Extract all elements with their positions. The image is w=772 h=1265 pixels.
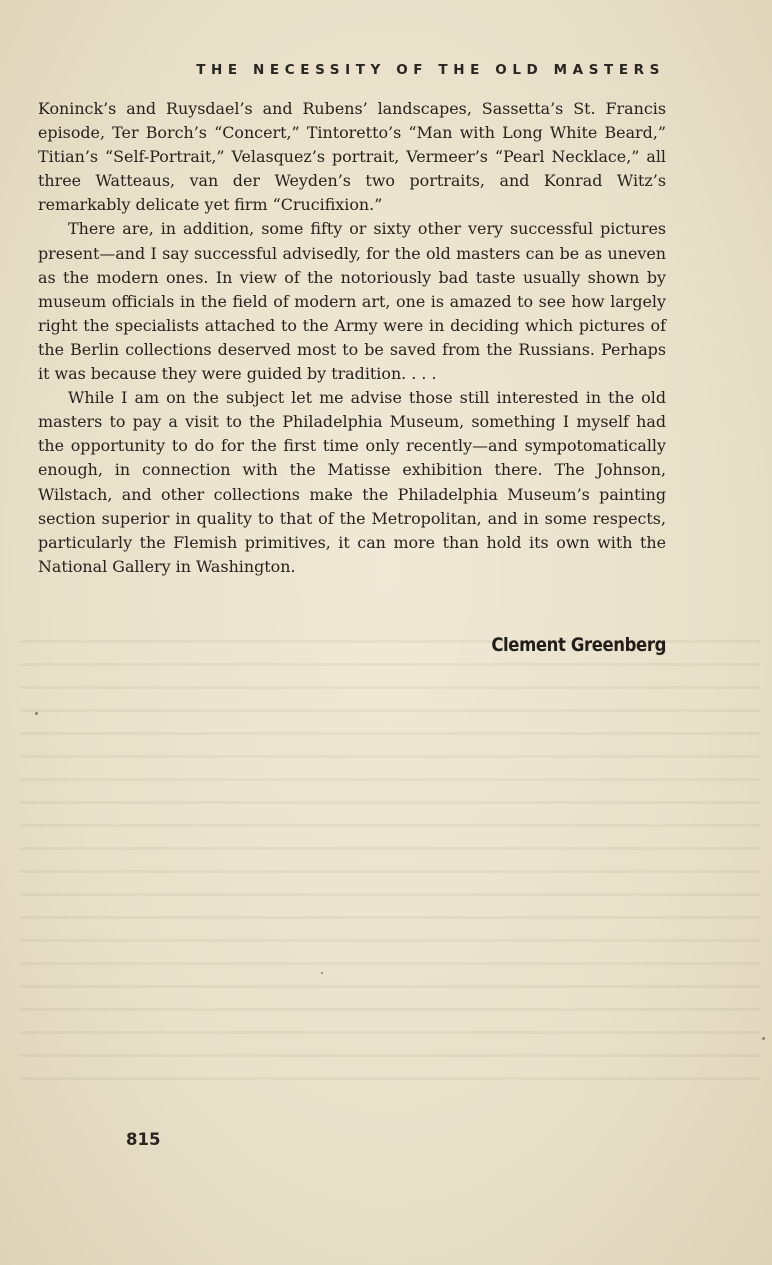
show-through-texture (20, 640, 760, 1080)
paper-speck (762, 1037, 765, 1040)
paper-speck (35, 712, 38, 715)
running-head: THE NECESSITY OF THE OLD MASTERS (196, 62, 665, 78)
body-text (38, 97, 666, 579)
paragraph: While I am on the subject let me advise those still interested in the old masters to pay a visit to the Philadelphia Museum, something I myself had the opportunity to do for the first time only recently—and sympotomatically enough, in connection with the Matisse exhibition there. The Johnson, Wilstach, and other collections make the Philadelphia Museum’s painting section superior in quality to that of the Metropolitan, and in some respects, particularly the Flemish primitives, it can more than hold its own with the National Gallery in Washington. (38, 388, 666, 576)
paragraph: There are, in addition, some fifty or sixty other very successful pictures present—and I say successful advisedly, for the old masters can be as uneven as the modern ones. In view of the notoriously bad taste usually shown by museum officials in the field of modern art, one is amazed to see how largely right the specialists attached to the Army were in deciding which pictures of the Berlin collections deserved most to be saved from the Russians. Perhaps it was because they were guided by tradition. . . . (38, 219, 666, 384)
page-number: 815 (126, 1130, 161, 1149)
author-signature: Clement Greenberg (491, 634, 666, 656)
paper-speck (321, 972, 323, 974)
paragraph: Koninck’s and Ruysdael’s and Rubens’ landscapes, Sassetta’s St. Francis episode, Ter Borch’s “Concert,” Tintoretto’s “Man with Long White Beard,” Titian’s “Self-Portrait,” Velasquez’s portrait, Vermeer’s “Pearl Necklace,” all three Watteaus, van der Weyden’s two portraits, and Konrad Witz’s remarkably delicate yet firm “Crucifixion.” (38, 99, 666, 215)
